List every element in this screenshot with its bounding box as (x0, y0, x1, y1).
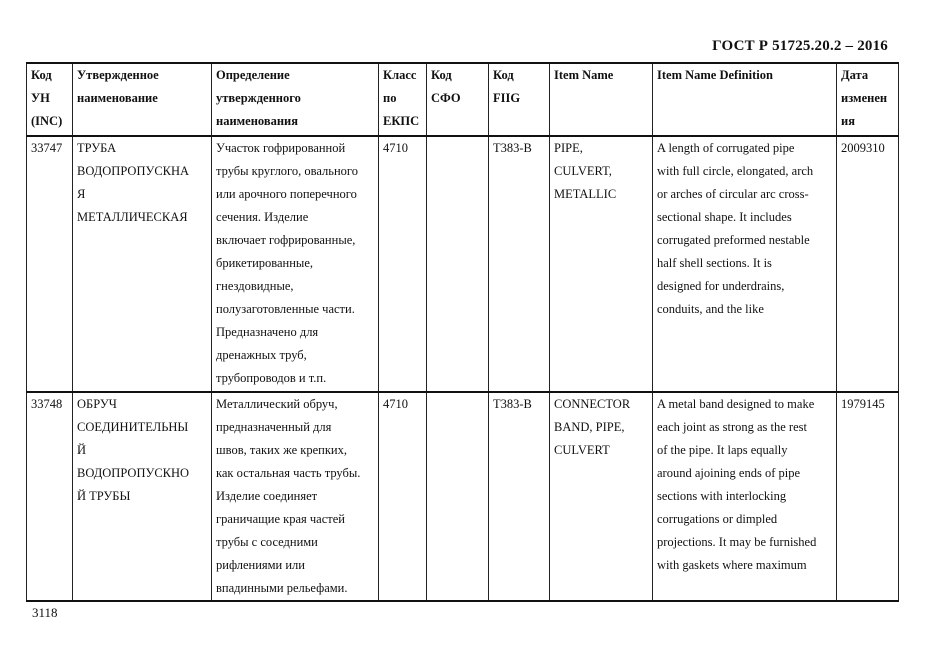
cell-name-definition: Участок гофрированной трубы круглого, овального или арочного поперечного сечения. Изделие включает гофрированные, брикетированные, гнездовидные, полузаготовленные части. Предназначено для дренажных труб, трубопроводов и т.п. (212, 136, 379, 392)
col-header-change-date: Дата изменен ия (837, 63, 899, 136)
cell-ekps-class: 4710 (379, 392, 427, 601)
cell-change-date: 2009310 (837, 136, 899, 392)
page-number: 3118 (32, 605, 58, 620)
col-header-inc-code: Код УН (INC) (27, 63, 73, 136)
col-header-fiig-code: Код FIIG (489, 63, 550, 136)
col-header-ekps-class: Класс по ЕКПС (379, 63, 427, 136)
cell-approved-name: ТРУБА ВОДОПРОПУСКНА Я МЕТАЛЛИЧЕСКАЯ (73, 136, 212, 392)
table-row (27, 136, 899, 392)
cell-inc-code: 33748 (27, 392, 73, 601)
cell-ekps-class: 4710 (379, 136, 427, 392)
cell-change-date: 1979145 (837, 392, 899, 601)
table-header-row (27, 63, 899, 136)
cell-approved-name: ОБРУЧ СОЕДИНИТЕЛЬНЫ Й ВОДОПРОПУСКНО Й ТРУБЫ (73, 392, 212, 601)
document-header: ГОСТ Р 51725.20.2 – 2016 (712, 38, 888, 54)
col-header-name-definition: Определение утвержденного наименования (212, 63, 379, 136)
cell-item-name: PIPE, CULVERT, METALLIC (550, 136, 653, 392)
cell-item-name-definition: A length of corrugated pipe with full circle, elongated, arch or arches of circular arc cross- sectional shape. It includes corrugated preformed nestable half shell sections. It is designed for underdrains, conduits, and the like (653, 136, 837, 392)
cell-fiig-code: T383-B (489, 392, 550, 601)
cell-item-name: CONNECTOR BAND, PIPE, CULVERT (550, 392, 653, 601)
table-row (27, 392, 899, 601)
col-header-item-name-definition: Item Name Definition (653, 63, 837, 136)
col-header-approved-name: Утвержденное наименование (73, 63, 212, 136)
cell-item-name-definition: A metal band designed to make each joint as strong as the rest of the pipe. It laps equally around ajoining ends of pipe sections with interlocking corrugations or dimpled projections. It may be furnished with gaskets where maximum (653, 392, 837, 601)
cell-sfo-code (427, 136, 489, 392)
cell-inc-code: 33747 (27, 136, 73, 392)
cell-sfo-code (427, 392, 489, 601)
cell-fiig-code: T383-B (489, 136, 550, 392)
items-table (26, 62, 899, 602)
col-header-item-name: Item Name (550, 63, 653, 136)
col-header-sfo-code: Код СФО (427, 63, 489, 136)
cell-name-definition: Металлический обруч, предназначенный для швов, таких же крепких, как остальная часть трубы. Изделие соединяет граничащие края частей трубы с соседними рифлениями или впадинными рельефами. (212, 392, 379, 601)
